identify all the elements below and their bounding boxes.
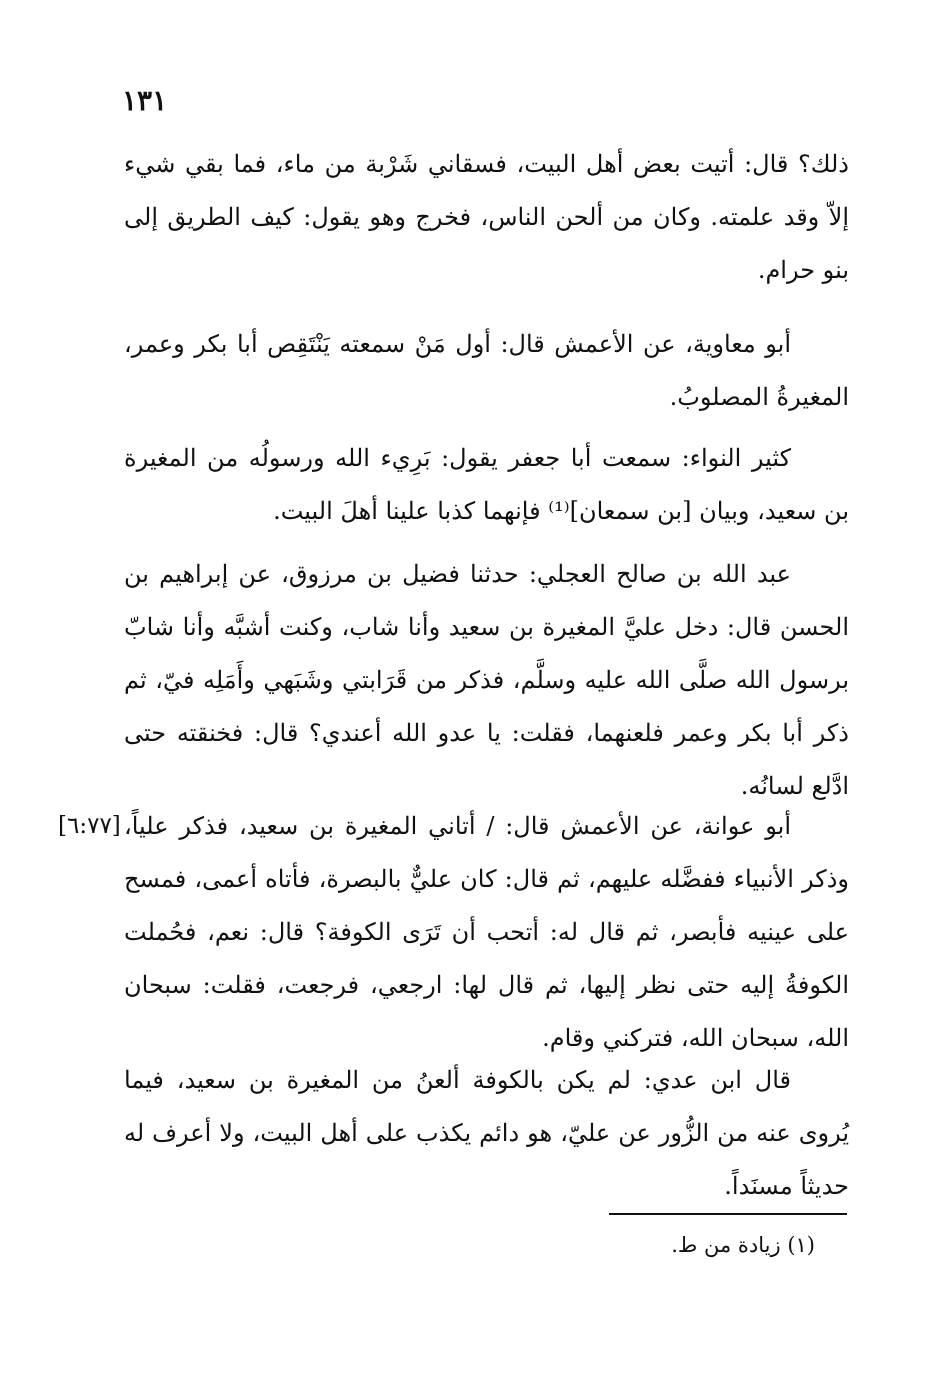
paragraph-ibn-adi: قال ابن عدي: لم يكن بالكوفة ألعنُ من المغيرة بن سعيد، فيما يُروى عنه من الزُّور عن عليّ، هو دائم يكذب على أهل البيت، ولا أعرف له حديثاً مسنَداً. [124,1066,849,1200]
paragraph-continuation: ذلك؟ قال: أتيت بعض أهل البيت، فسقاني شَرْبة من ماء، فما بقي شيء إلاّ وقد علمته. وكان من ألحن الناس، فخرج وهو يقول: كيف الطريق إلى بنو حرام. [124,150,849,284]
paragraph-kathir-al-nawa: كثير النواء: سمعت أبا جعفر يقول: بَرِيء الله ورسولُه من المغيرة بن سعيد، وبيان [بن سمعان]⁽¹⁾ فإنهما كذبا علينا أهلَ البيت. [124,444,849,525]
paragraph-abu-awana: أبو عوانة، عن الأعمش قال: / أتاني المغيرة بن سعيد، فذكر علياً، وذكر الأنبياء ففضَّله عليهم، ثم قال: كان عليٌّ بالبصرة، فأتاه أعمى، فمسح على عينيه فأبصر، ثم قال له: أتحب أن تَرَى الكوفة؟ قال: نعم، فحُملت الكوفةُ إليه حتى نظر إليها، ثم قال لها: ارجعي، فرجعت، فقلت: سبحان الله، سبحان الله، فتركني وقام. [124,812,849,1052]
marginal-reference: [٦:٧٧] [58,813,121,839]
footnote: (١) زيادة من ط. [671,1233,815,1257]
paragraph-abdullah-ibn-salih: عبد الله بن صالح العجلي: حدثنا فضيل بن مرزوق، عن إبراهيم بن الحسن قال: دخل عليَّ المغيرة بن سعيد وأنا شاب، وكنت أشبَّه وأنا شابّ برسول الله صلَّى الله عليه وسلَّم، فذكر من قَرَابتي وشَبَهي وأَمَلِه فيّ، ثم ذكر أبا بكر وعمر فلعنهما، فقلت: يا عدو الله أعندي؟ قال: فخنقته حتى ادَّلع لسانُه. [124,560,849,800]
page-number: ١٣١ [122,84,168,117]
footnote-separator [609,1213,847,1215]
paragraph-abu-muawiya: أبو معاوية، عن الأعمش قال: أول مَنْ سمعته يَنْتَقِص أبا بكر وعمر، المغيرةُ المصلوبُ. [124,330,849,411]
